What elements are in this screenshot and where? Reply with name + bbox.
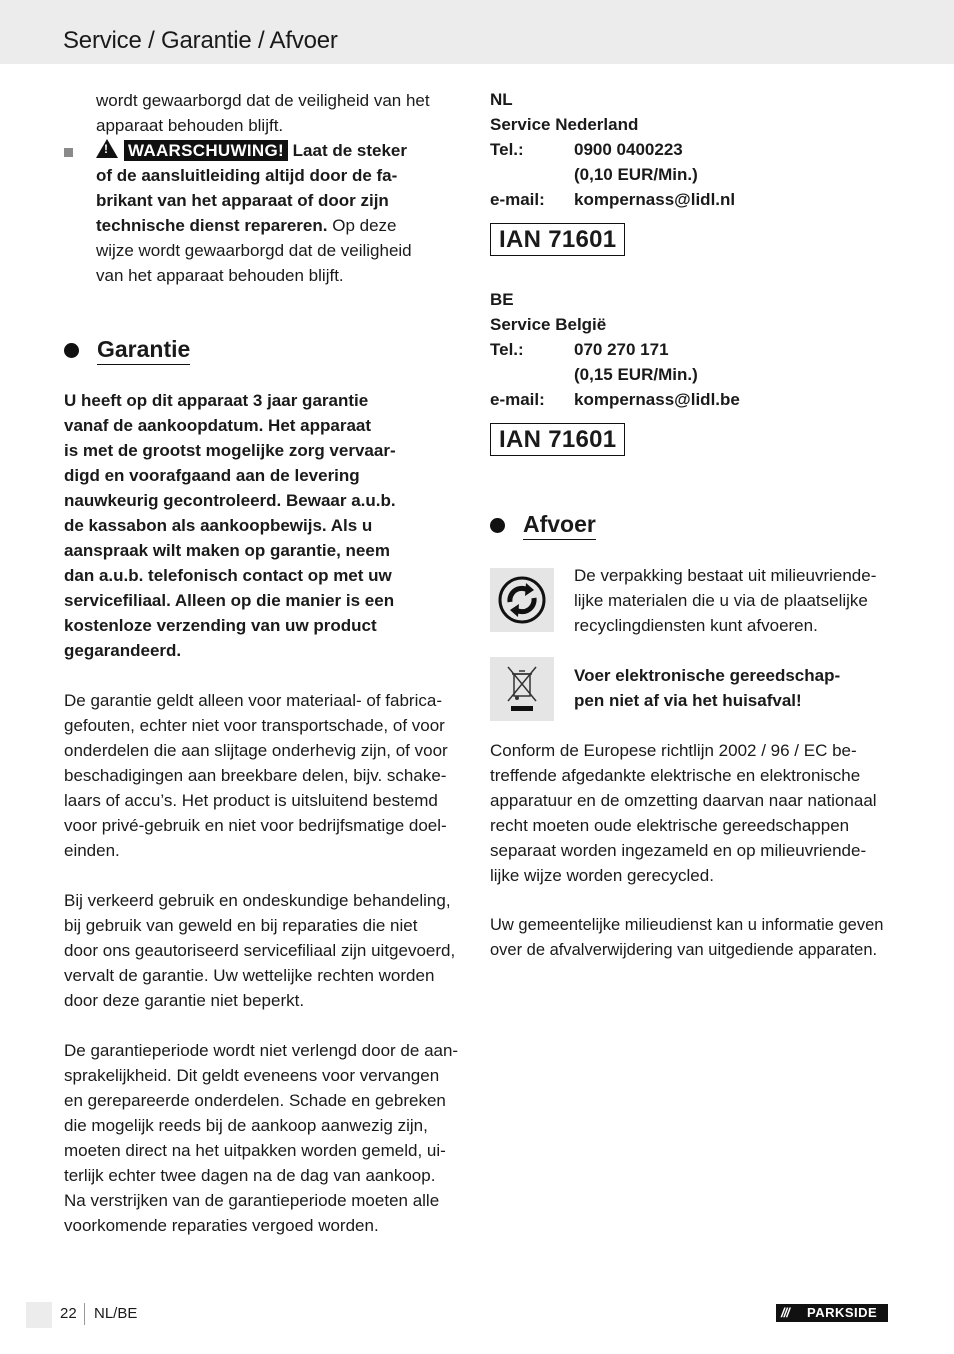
green-dot-recycling-icon	[490, 568, 554, 632]
square-bullet-icon	[64, 148, 73, 157]
service-be-block: BE Service België Tel.: 070 270 171 (0,15 EUR/Min.) e-mail: kompernass@lidl.be	[490, 287, 890, 412]
garantie-heading: Garantie	[64, 335, 190, 365]
phone-nl: 0900 0400223	[574, 140, 683, 159]
weee-warning-paragraph: Voer elektronische gereedschap- pen niet af via het huisafval!	[574, 666, 841, 710]
parkside-logo: /// PARKSIDE	[776, 1304, 888, 1322]
footer-locale: NL/BE	[94, 1305, 138, 1322]
email-nl: kompernass@lidl.nl	[574, 190, 736, 209]
ian-box-nl: IAN 71601	[490, 223, 625, 256]
bullet-dot-icon	[490, 518, 505, 533]
warning-label: WAARSCHUWING!	[124, 140, 288, 161]
garantie-bold-paragraph: U heeft op dit apparaat 3 jaar garantie vanaf de aankoopdatum. Het apparaat is met de grootst mogelijke zorg vervaar- digd en voorafgaand aan de levering nauwkeurig gecontroleerd. Bewaar a.u.b. de kassabon als aankoopbewijs. Als u aanspraak wilt maken op garantie, neem dan a.u.b. telefonisch contact op met uw servicefiliaal. Alleen op die manier is een kostenloze verzending van uw product gegarandeerd.	[64, 391, 396, 660]
ian-box-be: IAN 71601	[490, 423, 625, 456]
afvoer-heading: Afvoer	[490, 510, 596, 540]
garantie-misuse-paragraph: Bij verkeerd gebruik en ondeskundige behandeling, bij gebruik van geweld en bij reparaties die niet door ons geautoriseerd servicefiliaal zijn uitgevoerd, vervalt de garantie. Uw wettelijke rechten worden door deze garantie niet beperkt.	[64, 891, 456, 1010]
page-number: 22	[60, 1305, 77, 1322]
email-be: kompernass@lidl.be	[574, 390, 740, 409]
warning-triangle-icon: !	[96, 139, 118, 158]
intro-paragraph: wordt gewaarborgd dat de veiligheid van het apparaat behouden blijft.	[96, 91, 430, 135]
recycling-paragraph: De verpakking bestaat uit milieuvriende- lijke materialen die u via de plaatselijke recyclingdiensten kunt afvoeren.	[574, 566, 877, 635]
garantie-period-paragraph: De garantieperiode wordt niet verlengd door de aan- sprakelijkheid. Dit geldt eveneens voor vervangen en gerepareerde onderdelen. Schade en gebreken die mogelijk reeds bij de aankoop aanwezig zijn, moeten direct na het uitpakken worden gemeld, ui- terlijk echter twee dagen na de dag van aankoop. Na verstrijken van de garantieperiode moeten alle voorkomende reparaties vergoed worden.	[64, 1041, 459, 1235]
warning-paragraph: ! WAARSCHUWING! Laat de steker of de aansluitleiding altijd door de fa- brikant van het apparaat of door zijn technische dienst repareren. Op deze wijze wordt gewaarborgd dat de veiligheid van het apparaat behouden blijft.	[96, 141, 412, 285]
gemeente-paragraph: Uw gemeentelijke milieudienst kan u informatie geven over de afvalverwijdering van uitgediende apparaten.	[490, 916, 884, 959]
page-title: Service / Garantie / Afvoer	[63, 27, 338, 54]
footer-divider	[84, 1303, 85, 1325]
garantie-scope-paragraph: De garantie geldt alleen voor materiaal- of fabrica- gefouten, echter niet voor transportschade, of voor onderdelen die aan slijtage onderhevig zijn, of voor beschadigingen aan breekbare delen, bijv. schake- laars of accu’s. Het product is uitsluitend bestemd voor privé-gebruik en niet voor bedrijfsmatige doel- einden.	[64, 691, 448, 860]
service-nl-block: NL Service Nederland Tel.: 0900 0400223 (0,10 EUR/Min.) e-mail: kompernass@lidl.nl	[490, 87, 890, 212]
footer-marker	[26, 1302, 52, 1328]
directive-paragraph: Conform de Europese richtlijn 2002 / 96 / EC be- treffende afgedankte elektrische en elektronische apparatuur en de omzetting daarvan naar nationaal recht moeten oude elektrische gereedschappen separaat worden ingezameld en op milieuvriende- lijke wijze worden gerecycled.	[490, 741, 877, 885]
bullet-dot-icon	[64, 343, 79, 358]
phone-be: 070 270 171	[574, 340, 669, 359]
crossed-out-wheelie-bin-icon	[490, 657, 554, 721]
